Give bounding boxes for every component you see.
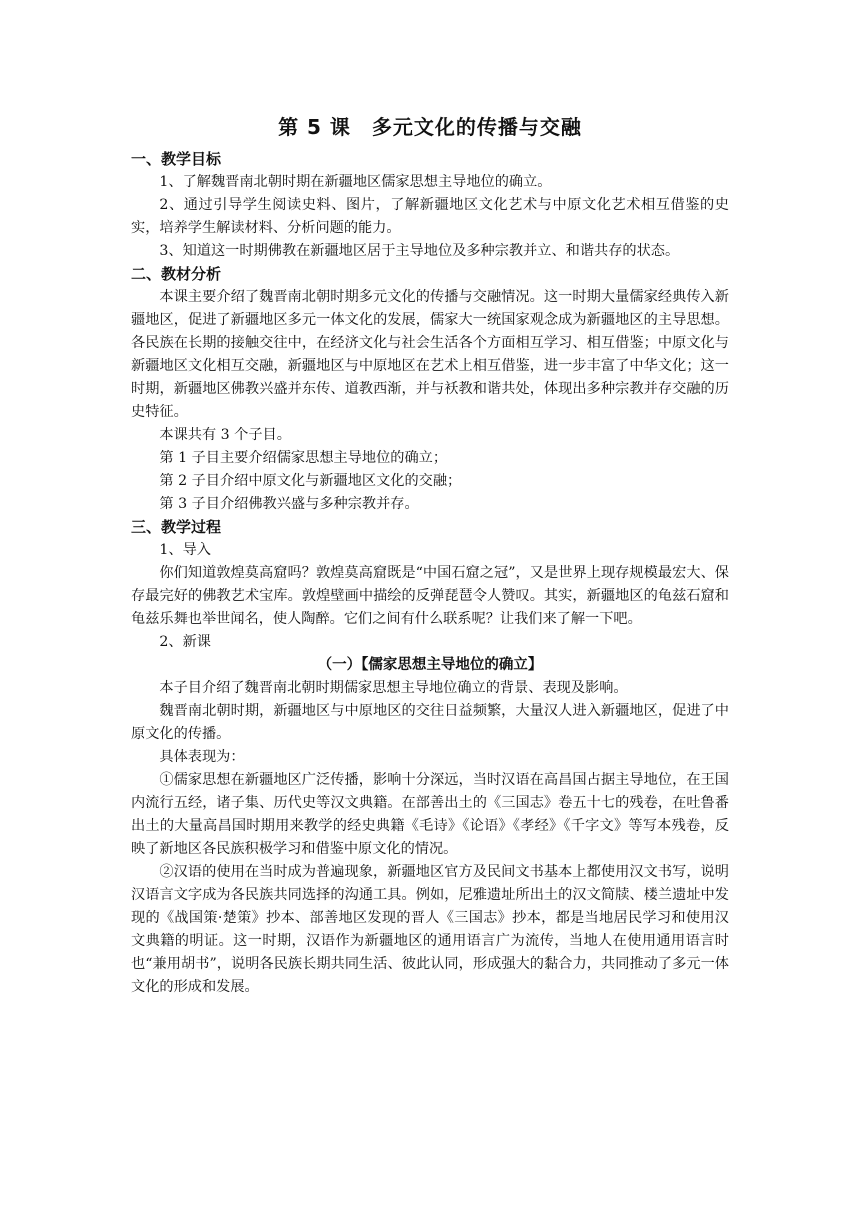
new-lesson-label: 2、新课 <box>159 634 211 650</box>
lesson-title: 第 5 课 多元文化的传播与交融 <box>278 115 582 139</box>
process-heading: 三、教学过程 <box>131 518 222 536</box>
section-title: （一）【儒家思想主导地位的确立】 <box>317 657 543 673</box>
intro-paragraph: 你们知道敦煌莫高窟吗？敦煌莫高窟既是“中国石窟之冠”，又是世界上现存规模最宏大、保存最完好的佛教艺术宝库。敦煌壁画中描绘的反弹琵琶令人赞叹。其实，新疆地区的龟兹石窟和龟兹乐舞也举世闻名，使人陶醉。它们之间有什么联系呢？让我们来了解一下吧。 <box>131 565 729 627</box>
body-paragraph: 魏晋南北朝时期，新疆地区与中原地区的交往日益频繁，大量汉人进入新疆地区，促进了中原文化的传播。 <box>131 703 729 742</box>
body-paragraph: ②汉语的使用在当时成为普遍现象，新疆地区官方及民间文书基本上都使用汉文书写，说明汉语言文字成为各民族共同选择的沟通工具。例如，尼雅遗址所出土的汉文简牍、楼兰遗址中发现的《战国策·楚策》抄本、部善地区发现的晋人《三国志》抄本，都是当地居民学习和使用汉文典籍的明证。这一时期，汉语作为新疆地区的通用语言广为流传，当地人在使用通用语言时也“兼用胡书”，说明各民族长期共同生活、彼此认同，形成强大的黏合力，共同推动了多元一体文化的形成和发展。 <box>131 864 729 995</box>
document-page <box>131 110 729 999</box>
intro-label: 1、导入 <box>159 542 211 558</box>
body-paragraph: 本子目介绍了魏晋南北朝时期儒家思想主导地位确立的背景、表现及影响。 <box>159 680 628 696</box>
goal-item: 2、通过引导学生阅读史料、图片，了解新疆地区文化艺术与中原文化艺术相互借鉴的史实，培养学生解读材料、分析问题的能力。 <box>131 197 729 236</box>
analysis-heading: 二、教材分析 <box>131 265 222 283</box>
goal-item: 1、了解魏晋南北朝时期在新疆地区儒家思想主导地位的确立。 <box>159 174 552 190</box>
analysis-paragraph: 第 1 子目主要介绍儒家思想主导地位的确立； <box>159 450 448 466</box>
body-paragraph: 具体表现为： <box>159 749 245 765</box>
analysis-paragraph: 第 2 子目介绍中原文化与新疆地区文化的交融； <box>159 473 462 489</box>
analysis-paragraph: 本课共有 3 个子目。 <box>159 427 291 443</box>
body-paragraph: ①儒家思想在新疆地区广泛传播，影响十分深远，当时汉语在高昌国占据主导地位，在王国内流行五经，诸子集、历代史等汉文典籍。在部善出土的《三国志》卷五十七的残卷，在吐鲁番出土的大量高昌国时期用来教学的经史典籍《毛诗》《论语》《孝经》《千字文》等写本残卷，反映了新地区各民族积极学习和借鉴中原文化的情况。 <box>131 772 729 857</box>
analysis-paragraph: 本课主要介绍了魏晋南北朝时期多元文化的传播与交融情况。这一时期大量儒家经典传入新疆地区，促进了新疆地区多元一体文化的发展，儒家大一统国家观念成为新疆地区的主导思想。各民族在长期的接触交往中，在经济文化与社会生活各个方面相互学习、相互借鉴；中原文化与新疆地区文化相互交融，新疆地区与中原地区在艺术上相互借鉴，进一步丰富了中华文化；这一时期，新疆地区佛教兴盛并东传、道教西渐，并与袄教和谐共处，体现出多种宗教并存交融的历史特征。 <box>131 289 729 420</box>
goal-item: 3、知道这一时期佛教在新疆地区居于主导地位及多种宗教并立、和谐共存的状态。 <box>159 243 680 259</box>
analysis-paragraph: 第 3 子目介绍佛教兴盛与多种宗教并存。 <box>159 496 419 512</box>
goals-heading: 一、教学目标 <box>131 150 222 168</box>
